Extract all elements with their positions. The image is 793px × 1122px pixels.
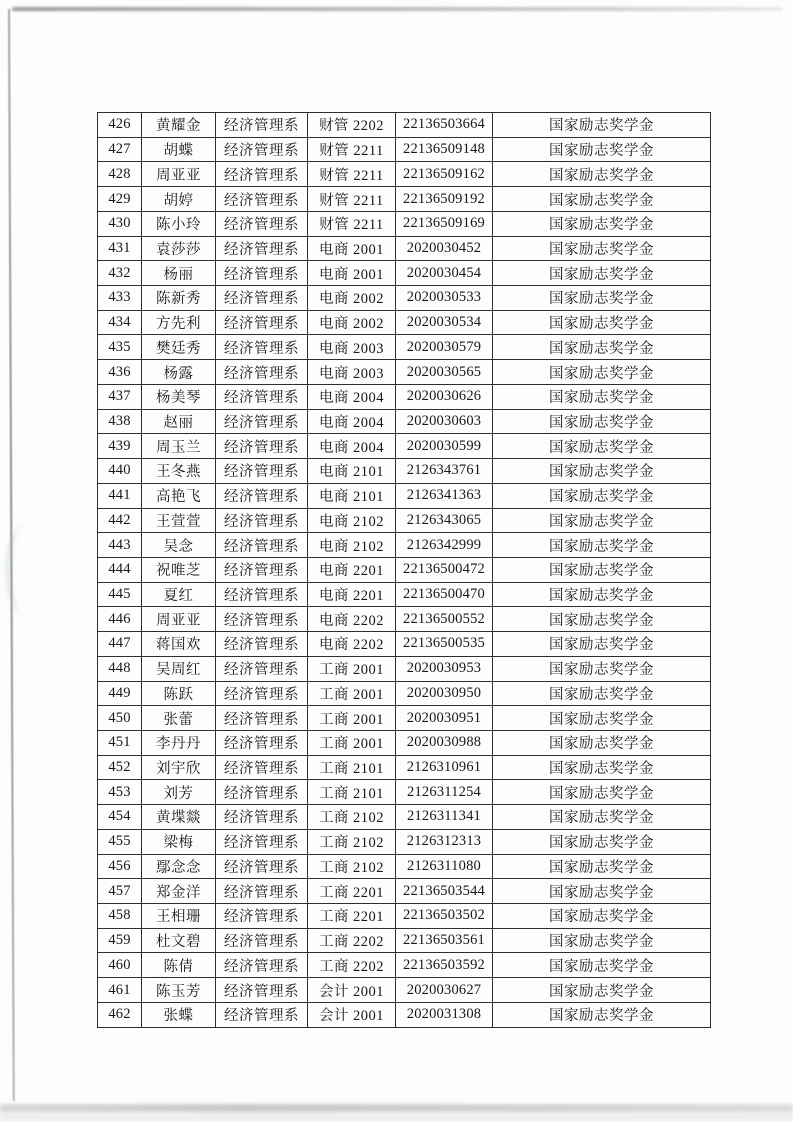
cell-index: 460: [98, 953, 142, 978]
table-row: [98, 286, 711, 311]
cell-index: 434: [98, 310, 142, 335]
table-row: [98, 656, 711, 681]
cell-index: 444: [98, 557, 142, 582]
cell-student-id: 2126310961: [396, 755, 493, 780]
cell-award: 国家励志奖学金: [493, 409, 711, 434]
cell-student-id: 22136509162: [396, 162, 493, 187]
cell-index: 450: [98, 706, 142, 731]
cell-index: 459: [98, 928, 142, 953]
cell-department: 经济管理系: [216, 162, 308, 187]
cell-index: 442: [98, 508, 142, 533]
cell-student-id: 2126311254: [396, 780, 493, 805]
cell-index: 438: [98, 409, 142, 434]
cell-name: 王冬燕: [142, 459, 216, 484]
table-row: [98, 310, 711, 335]
cell-award: 国家励志奖学金: [493, 706, 711, 731]
cell-index: 449: [98, 681, 142, 706]
cell-award: 国家励志奖学金: [493, 434, 711, 459]
table-row: [98, 162, 711, 187]
cell-index: 431: [98, 236, 142, 261]
table-row: [98, 879, 711, 904]
cell-index: 429: [98, 187, 142, 212]
cell-name: 高艳飞: [142, 483, 216, 508]
table-row: [98, 854, 711, 879]
cell-index: 436: [98, 360, 142, 385]
cell-index: 435: [98, 335, 142, 360]
table-row: [98, 557, 711, 582]
table-row: [98, 978, 711, 1003]
cell-name: 胡蝶: [142, 137, 216, 162]
table-row: [98, 607, 711, 632]
cell-department: 经济管理系: [216, 310, 308, 335]
cell-department: 经济管理系: [216, 805, 308, 830]
cell-award: 国家励志奖学金: [493, 928, 711, 953]
cell-student-id: 2126343761: [396, 459, 493, 484]
cell-department: 经济管理系: [216, 582, 308, 607]
cell-class: 工商 2202: [308, 928, 396, 953]
cell-award: 国家励志奖学金: [493, 978, 711, 1003]
cell-index: 456: [98, 854, 142, 879]
table-row: [98, 582, 711, 607]
cell-student-id: 2020030579: [396, 335, 493, 360]
table-row: [98, 681, 711, 706]
cell-department: 经济管理系: [216, 360, 308, 385]
cell-index: 433: [98, 286, 142, 311]
cell-department: 经济管理系: [216, 236, 308, 261]
cell-department: 经济管理系: [216, 928, 308, 953]
cell-name: 杨美琴: [142, 384, 216, 409]
table-row: [98, 360, 711, 385]
cell-index: 440: [98, 459, 142, 484]
cell-name: 鄢念念: [142, 854, 216, 879]
scan-curve-smudge: [6, 524, 44, 616]
table-row: [98, 335, 711, 360]
cell-index: 426: [98, 113, 142, 138]
cell-award: 国家励志奖学金: [493, 805, 711, 830]
cell-class: 电商 2102: [308, 508, 396, 533]
cell-student-id: 22136503502: [396, 904, 493, 929]
cell-award: 国家励志奖学金: [493, 681, 711, 706]
cell-award: 国家励志奖学金: [493, 261, 711, 286]
cell-student-id: 22136509169: [396, 211, 493, 236]
cell-class: 电商 2004: [308, 409, 396, 434]
cell-class: 电商 2001: [308, 236, 396, 261]
table-row: [98, 953, 711, 978]
cell-index: 437: [98, 384, 142, 409]
cell-class: 财管 2211: [308, 162, 396, 187]
cell-student-id: 22136500535: [396, 632, 493, 657]
cell-index: 461: [98, 978, 142, 1003]
cell-class: 工商 2201: [308, 904, 396, 929]
cell-class: 电商 2201: [308, 557, 396, 582]
cell-department: 经济管理系: [216, 113, 308, 138]
cell-department: 经济管理系: [216, 632, 308, 657]
cell-student-id: 22136500552: [396, 607, 493, 632]
cell-department: 经济管理系: [216, 904, 308, 929]
cell-student-id: 2020030627: [396, 978, 493, 1003]
cell-name: 周亚亚: [142, 607, 216, 632]
table-row: [98, 261, 711, 286]
cell-name: 陈新秀: [142, 286, 216, 311]
cell-class: 财管 2211: [308, 187, 396, 212]
cell-name: 李丹丹: [142, 730, 216, 755]
cell-name: 梁梅: [142, 829, 216, 854]
table-row: [98, 904, 711, 929]
cell-index: 446: [98, 607, 142, 632]
cell-department: 经济管理系: [216, 187, 308, 212]
table-row: [98, 533, 711, 558]
cell-student-id: 22136503544: [396, 879, 493, 904]
cell-student-id: 2020030533: [396, 286, 493, 311]
cell-department: 经济管理系: [216, 854, 308, 879]
cell-index: 432: [98, 261, 142, 286]
cell-index: 452: [98, 755, 142, 780]
cell-class: 财管 2211: [308, 211, 396, 236]
table-row: [98, 805, 711, 830]
cell-index: 428: [98, 162, 142, 187]
cell-class: 电商 2003: [308, 360, 396, 385]
cell-class: 工商 2201: [308, 879, 396, 904]
cell-index: 454: [98, 805, 142, 830]
cell-department: 经济管理系: [216, 706, 308, 731]
scholarship-table-body: [98, 113, 711, 1028]
cell-name: 陈倩: [142, 953, 216, 978]
cell-class: 工商 2102: [308, 854, 396, 879]
cell-class: 工商 2102: [308, 805, 396, 830]
cell-class: 电商 2004: [308, 384, 396, 409]
cell-student-id: 2126341363: [396, 483, 493, 508]
cell-student-id: 22136503664: [396, 113, 493, 138]
cell-department: 经济管理系: [216, 755, 308, 780]
table-row: [98, 780, 711, 805]
cell-index: 451: [98, 730, 142, 755]
cell-name: 王萱萱: [142, 508, 216, 533]
cell-award: 国家励志奖学金: [493, 286, 711, 311]
cell-name: 杨丽: [142, 261, 216, 286]
cell-student-id: 22136503561: [396, 928, 493, 953]
cell-name: 刘芳: [142, 780, 216, 805]
cell-student-id: 2020030988: [396, 730, 493, 755]
cell-department: 经济管理系: [216, 681, 308, 706]
table-row: [98, 706, 711, 731]
table-row: [98, 187, 711, 212]
cell-award: 国家励志奖学金: [493, 335, 711, 360]
table-row: [98, 384, 711, 409]
cell-award: 国家励志奖学金: [493, 162, 711, 187]
cell-name: 杨露: [142, 360, 216, 385]
cell-class: 工商 2101: [308, 780, 396, 805]
cell-name: 张蕾: [142, 706, 216, 731]
scholarship-table: [97, 112, 711, 1028]
table-row: [98, 236, 711, 261]
cell-department: 经济管理系: [216, 829, 308, 854]
table-row: [98, 508, 711, 533]
table-row: [98, 409, 711, 434]
cell-award: 国家励志奖学金: [493, 384, 711, 409]
cell-student-id: 22136503592: [396, 953, 493, 978]
cell-department: 经济管理系: [216, 384, 308, 409]
cell-index: 441: [98, 483, 142, 508]
cell-award: 国家励志奖学金: [493, 854, 711, 879]
cell-name: 夏红: [142, 582, 216, 607]
cell-class: 财管 2211: [308, 137, 396, 162]
cell-name: 黄堞燚: [142, 805, 216, 830]
cell-student-id: 2020030565: [396, 360, 493, 385]
cell-award: 国家励志奖学金: [493, 113, 711, 138]
cell-department: 经济管理系: [216, 1002, 308, 1027]
cell-name: 吴周红: [142, 656, 216, 681]
table-row: [98, 829, 711, 854]
cell-class: 电商 2102: [308, 533, 396, 558]
cell-name: 吴念: [142, 533, 216, 558]
cell-class: 工商 2102: [308, 829, 396, 854]
cell-department: 经济管理系: [216, 730, 308, 755]
cell-class: 电商 2202: [308, 632, 396, 657]
table-row: [98, 928, 711, 953]
cell-class: 电商 2002: [308, 286, 396, 311]
cell-department: 经济管理系: [216, 261, 308, 286]
cell-student-id: 2020030951: [396, 706, 493, 731]
cell-class: 工商 2202: [308, 953, 396, 978]
cell-index: 462: [98, 1002, 142, 1027]
scan-bottom-edge-fade: [0, 1112, 793, 1122]
scan-top-edge-streak: [12, 7, 782, 11]
cell-award: 国家励志奖学金: [493, 508, 711, 533]
cell-award: 国家励志奖学金: [493, 310, 711, 335]
cell-department: 经济管理系: [216, 879, 308, 904]
cell-student-id: 2020030599: [396, 434, 493, 459]
cell-student-id: 2020031308: [396, 1002, 493, 1027]
cell-student-id: 2126343065: [396, 508, 493, 533]
cell-name: 周亚亚: [142, 162, 216, 187]
cell-student-id: 22136509148: [396, 137, 493, 162]
cell-department: 经济管理系: [216, 137, 308, 162]
cell-award: 国家励志奖学金: [493, 780, 711, 805]
cell-name: 王相珊: [142, 904, 216, 929]
cell-class: 工商 2001: [308, 681, 396, 706]
cell-student-id: 2020030534: [396, 310, 493, 335]
cell-department: 经济管理系: [216, 607, 308, 632]
cell-index: 443: [98, 533, 142, 558]
cell-name: 祝唯芝: [142, 557, 216, 582]
table-row: [98, 755, 711, 780]
cell-department: 经济管理系: [216, 533, 308, 558]
table-row: [98, 632, 711, 657]
table-row: [98, 434, 711, 459]
cell-index: 458: [98, 904, 142, 929]
cell-award: 国家励志奖学金: [493, 1002, 711, 1027]
cell-award: 国家励志奖学金: [493, 879, 711, 904]
cell-class: 电商 2101: [308, 483, 396, 508]
cell-name: 刘宇欣: [142, 755, 216, 780]
cell-name: 张蝶: [142, 1002, 216, 1027]
cell-class: 会计 2001: [308, 1002, 396, 1027]
cell-name: 袁莎莎: [142, 236, 216, 261]
cell-department: 经济管理系: [216, 335, 308, 360]
cell-department: 经济管理系: [216, 953, 308, 978]
cell-award: 国家励志奖学金: [493, 533, 711, 558]
cell-student-id: 22136500472: [396, 557, 493, 582]
cell-student-id: 2020030626: [396, 384, 493, 409]
cell-class: 会计 2001: [308, 978, 396, 1003]
cell-award: 国家励志奖学金: [493, 582, 711, 607]
cell-name: 黄耀金: [142, 113, 216, 138]
cell-department: 经济管理系: [216, 557, 308, 582]
table-row: [98, 211, 711, 236]
cell-index: 427: [98, 137, 142, 162]
cell-name: 蒋国欢: [142, 632, 216, 657]
cell-department: 经济管理系: [216, 459, 308, 484]
cell-class: 电商 2001: [308, 261, 396, 286]
cell-class: 电商 2101: [308, 459, 396, 484]
table-row: [98, 137, 711, 162]
cell-award: 国家励志奖学金: [493, 236, 711, 261]
cell-class: 电商 2003: [308, 335, 396, 360]
cell-class: 工商 2001: [308, 706, 396, 731]
cell-class: 财管 2202: [308, 113, 396, 138]
cell-department: 经济管理系: [216, 434, 308, 459]
cell-award: 国家励志奖学金: [493, 360, 711, 385]
cell-index: 445: [98, 582, 142, 607]
cell-student-id: 2020030950: [396, 681, 493, 706]
cell-award: 国家励志奖学金: [493, 755, 711, 780]
cell-department: 经济管理系: [216, 508, 308, 533]
cell-student-id: 2020030603: [396, 409, 493, 434]
cell-index: 430: [98, 211, 142, 236]
cell-student-id: 2126342999: [396, 533, 493, 558]
cell-award: 国家励志奖学金: [493, 607, 711, 632]
cell-name: 周玉兰: [142, 434, 216, 459]
cell-student-id: 2020030953: [396, 656, 493, 681]
cell-department: 经济管理系: [216, 483, 308, 508]
cell-award: 国家励志奖学金: [493, 730, 711, 755]
cell-award: 国家励志奖学金: [493, 829, 711, 854]
cell-name: 樊廷秀: [142, 335, 216, 360]
cell-award: 国家励志奖学金: [493, 953, 711, 978]
table-row: [98, 730, 711, 755]
cell-award: 国家励志奖学金: [493, 483, 711, 508]
cell-award: 国家励志奖学金: [493, 187, 711, 212]
table-row: [98, 113, 711, 138]
cell-award: 国家励志奖学金: [493, 632, 711, 657]
cell-award: 国家励志奖学金: [493, 557, 711, 582]
table-row: [98, 483, 711, 508]
cell-index: 453: [98, 780, 142, 805]
cell-student-id: 2020030454: [396, 261, 493, 286]
cell-award: 国家励志奖学金: [493, 211, 711, 236]
cell-department: 经济管理系: [216, 409, 308, 434]
cell-index: 447: [98, 632, 142, 657]
cell-name: 胡婷: [142, 187, 216, 212]
cell-student-id: 22136509192: [396, 187, 493, 212]
cell-name: 陈玉芳: [142, 978, 216, 1003]
cell-department: 经济管理系: [216, 211, 308, 236]
cell-award: 国家励志奖学金: [493, 904, 711, 929]
cell-department: 经济管理系: [216, 780, 308, 805]
cell-student-id: 2126311080: [396, 854, 493, 879]
cell-student-id: 2126311341: [396, 805, 493, 830]
cell-name: 陈小玲: [142, 211, 216, 236]
table-row: [98, 1002, 711, 1027]
cell-award: 国家励志奖学金: [493, 137, 711, 162]
cell-index: 439: [98, 434, 142, 459]
cell-class: 电商 2201: [308, 582, 396, 607]
cell-name: 陈跃: [142, 681, 216, 706]
table-row: [98, 459, 711, 484]
cell-name: 方先利: [142, 310, 216, 335]
cell-class: 工商 2101: [308, 755, 396, 780]
cell-award: 国家励志奖学金: [493, 459, 711, 484]
cell-name: 赵丽: [142, 409, 216, 434]
cell-index: 448: [98, 656, 142, 681]
cell-student-id: 2020030452: [396, 236, 493, 261]
cell-class: 电商 2002: [308, 310, 396, 335]
cell-award: 国家励志奖学金: [493, 656, 711, 681]
cell-name: 郑金洋: [142, 879, 216, 904]
cell-class: 电商 2004: [308, 434, 396, 459]
cell-class: 工商 2001: [308, 656, 396, 681]
cell-student-id: 22136500470: [396, 582, 493, 607]
cell-index: 455: [98, 829, 142, 854]
cell-department: 经济管理系: [216, 286, 308, 311]
cell-name: 杜文碧: [142, 928, 216, 953]
cell-department: 经济管理系: [216, 656, 308, 681]
cell-class: 工商 2001: [308, 730, 396, 755]
cell-class: 电商 2202: [308, 607, 396, 632]
cell-department: 经济管理系: [216, 978, 308, 1003]
cell-index: 457: [98, 879, 142, 904]
cell-student-id: 2126312313: [396, 829, 493, 854]
